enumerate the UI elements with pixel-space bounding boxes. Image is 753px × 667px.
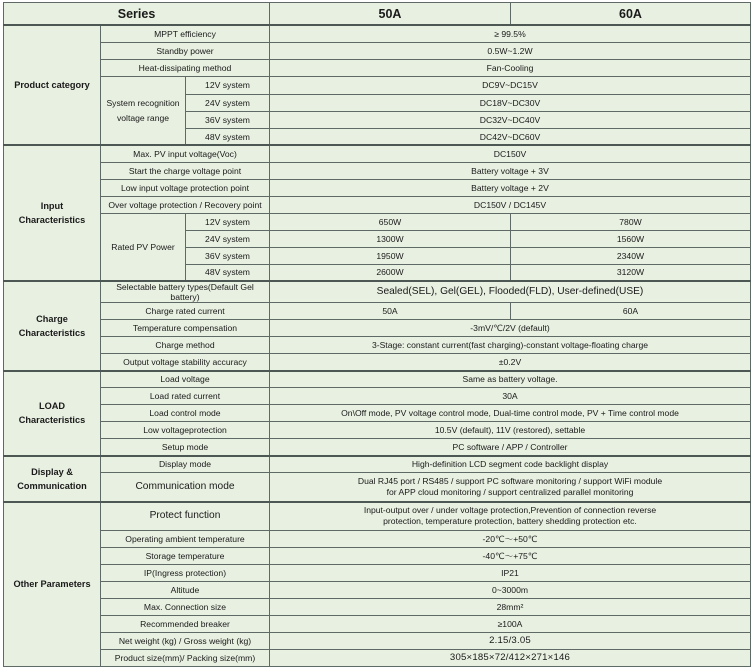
sub-label-24v: 24V system [186,230,270,247]
row-label-op-temp: Operating ambient temperature [101,531,270,548]
table-row [4,388,751,405]
row-label-low-voltage: Low voltageprotection [101,422,270,439]
row-label-rated-pv: Rated PV Power [101,213,186,281]
table-row [4,456,751,473]
row-label-breaker: Recommended breaker [101,616,270,633]
row-label-battery-types: Selectable battery types(Default Gel battery) [101,281,270,303]
table-row [4,281,751,303]
row-value-temp-comp: -3mV/℃/2V (default) [270,320,751,337]
row-label-low-input: Low input voltage protection point [101,179,270,196]
table-row [4,548,751,565]
communication-line-1: Dual RJ45 port / RS485 / support PC software monitoring / support WiFi module [357,475,663,486]
row-label-ip: IP(Ingress protection) [101,565,270,582]
value-48v-60a: 3120W [511,264,751,281]
sub-label-48v: 48V system [186,128,270,145]
value-24v-60a: 1560W [511,230,751,247]
row-value-low-voltage: 10.5V (default), 11V (restored), settable [270,422,751,439]
table-row [4,162,751,179]
row-label-mppt: MPPT efficiency [101,25,270,42]
row-label-over-voltage: Over voltage protection / Recovery point [101,196,270,213]
row-value-48v-range: DC42V~DC60V [270,128,751,145]
row-value-start-charge: Battery voltage + 3V [270,162,751,179]
row-label-altitude: Altitude [101,582,270,599]
table-row [4,616,751,633]
row-label-load-current: Load rated current [101,388,270,405]
protect-line-2: protection, temperature protection, battery shedding protection etc. [383,516,637,527]
row-value-connection: 28mm² [270,599,751,616]
table-row [4,422,751,439]
row-value-load-voltage: Same as battery voltage. [270,371,751,388]
row-label-setup-mode: Setup mode [101,439,270,456]
row-value-low-input: Battery voltage + 2V [270,179,751,196]
row-value-charge-method: 3-Stage: constant current(fast charging)-constant voltage-floating charge [270,337,751,354]
row-value-12v-range: DC9V~DC15V [270,76,751,94]
table-row [4,59,751,76]
table-row [4,179,751,196]
row-value-storage-temp: -40℃～+75℃ [270,548,751,565]
row-label-connection: Max. Connection size [101,599,270,616]
value-12v-60a: 780W [511,213,751,230]
value-48v-50a: 2600W [270,264,511,281]
row-label-communication: Communication mode [101,473,270,502]
category-charge: Charge Characteristics [4,281,101,371]
sub-label-36v: 36V system [186,111,270,128]
sub-label-24v: 24V system [186,94,270,111]
table-row [4,565,751,582]
table-row [4,42,751,59]
row-value-ip: IP21 [270,565,751,582]
row-label-protect: Protect function [101,502,270,531]
table-row [4,354,751,371]
table-row [4,371,751,388]
row-label-charge-current: Charge rated current [101,303,270,320]
table-row [4,531,751,548]
category-display: Display & Communication [4,456,101,502]
row-value-max-pv: DC150V [270,145,751,162]
table-row [4,473,751,502]
row-value-size: 305×185×72/412×271×146 [270,650,751,667]
row-value-36v-range: DC32V~DC40V [270,111,751,128]
value-24v-50a: 1300W [270,230,511,247]
row-value-stability: ±0.2V [270,354,751,371]
table-row [4,599,751,616]
table-row [4,502,751,531]
row-value-breaker: ≥100A [270,616,751,633]
row-value-24v-range: DC18V~DC30V [270,94,751,111]
table-row [4,633,751,650]
row-value-protect [270,502,751,531]
header-series: Series [4,3,270,26]
row-label-stability: Output voltage stability accuracy [101,354,270,371]
table-row [4,650,751,667]
row-label-heat: Heat-dissipating method [101,59,270,76]
value-charge-current-60a: 60A [511,303,751,320]
row-label-load-control: Load control mode [101,405,270,422]
table-row [4,213,751,230]
row-value-communication [270,473,751,502]
sub-label-36v: 36V system [186,247,270,264]
header-model-60a: 60A [511,3,751,26]
row-label-weight: Net weight (kg) / Gross weight (kg) [101,633,270,650]
table-row [4,439,751,456]
row-value-display-mode: High-definition LCD segment code backlight display [270,456,751,473]
protect-line-1: Input-output over / under voltage protection,Prevention of connection reverse [363,505,657,516]
row-value-weight: 2.15/3.05 [270,633,751,650]
row-label-charge-method: Charge method [101,337,270,354]
category-input: Input Characteristics [4,145,101,281]
value-charge-current-50a: 50A [270,303,511,320]
row-value-load-current: 30A [270,388,751,405]
row-value-standby: 0.5W~1.2W [270,42,751,59]
value-36v-60a: 2340W [511,247,751,264]
sub-label-48v: 48V system [186,264,270,281]
spec-table [3,2,751,667]
row-value-heat: Fan-Cooling [270,59,751,76]
table-row [4,76,751,94]
header-model-50a: 50A [270,3,511,26]
row-label-storage-temp: Storage temperature [101,548,270,565]
category-other: Other Parameters [4,502,101,667]
category-load: LOAD Characteristics [4,371,101,456]
row-value-load-control: On\Off mode, PV voltage control mode, Dual-time control mode, PV + Time control mode [270,405,751,422]
row-label-start-charge: Start the charge voltage point [101,162,270,179]
value-12v-50a: 650W [270,213,511,230]
table-row [4,337,751,354]
row-value-over-voltage: DC150V / DC145V [270,196,751,213]
sub-label-12v: 12V system [186,213,270,230]
row-label-size: Product size(mm)/ Packing size(mm) [101,650,270,667]
row-label-standby: Standby power [101,42,270,59]
table-row [4,320,751,337]
row-value-battery-types: Sealed(SEL), Gel(GEL), Flooded(FLD), User-defined(USE) [270,281,751,303]
row-value-op-temp: -20℃～+50℃ [270,531,751,548]
table-row [4,145,751,162]
value-36v-50a: 1950W [270,247,511,264]
header-row [4,3,751,26]
table-row [4,25,751,42]
row-label-load-voltage: Load voltage [101,371,270,388]
table-row [4,405,751,422]
table-row [4,196,751,213]
communication-line-2: for APP cloud monitoring / support centralized parallel monitoring [386,486,634,497]
row-value-mppt: ≥ 99.5% [270,25,751,42]
row-label-display-mode: Display mode [101,456,270,473]
category-product: Product category [4,25,101,145]
row-label-max-pv: Max. PV input voltage(Voc) [101,145,270,162]
table-row [4,303,751,320]
table-row [4,582,751,599]
row-label-system-range: System recognition voltage range [101,76,186,145]
row-value-setup-mode: PC software / APP / Controller [270,439,751,456]
sub-label-12v: 12V system [186,76,270,94]
row-label-temp-comp: Temperature compensation [101,320,270,337]
row-value-altitude: 0~3000m [270,582,751,599]
